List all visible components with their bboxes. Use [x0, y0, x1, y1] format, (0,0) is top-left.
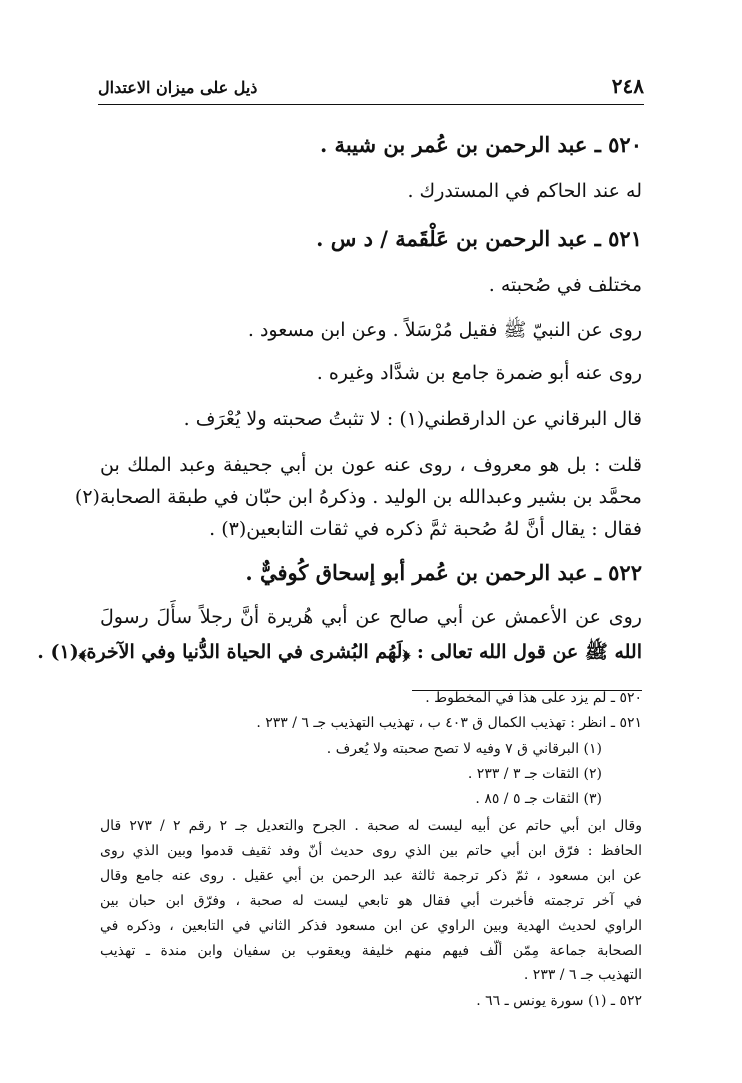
entry-521-text-4: قال البرقاني عن الدارقطني(١) : لا تثبتُ صحبته ولا يُعْرَف .	[183, 408, 642, 430]
entry-520-text: له عند الحاكم في المستدرك .	[407, 180, 642, 202]
entry-521-text-1: مختلف في صُحبته .	[488, 274, 642, 296]
footnote-para-line-4: في آخر ترجمته فأخبرت أبي فقال هو تابعي ليست له صحبة ، وفرّق ابن حبان بين	[100, 893, 642, 909]
footnote-para-line-5: الراوي لحديث الهدية وبين الراوي عن ابن مسعود فذكر الثاني في التابعين ، وذكره في	[100, 918, 642, 934]
entry-522-text-2: الله ﷺ عن قول الله تعالى : ﴿لَهُم البُشرى في الحياة الدُّنيا وفي الآخرة﴾(١) .	[37, 641, 642, 663]
footnote-para-line-1: وقال ابن أبي حاتم عن أبيه ليست له صحبة . الجرح والتعديل جـ ٢ رقم ٢ / ٢٧٣ قال	[100, 818, 642, 834]
footnote-521-3: (٣) الثقات جـ ٥ / ٨٥ .	[475, 791, 602, 807]
entry-521-text-3: روى عنه أبو ضمرة جامع بن شدَّاد وغيره .	[316, 362, 642, 384]
footnote-para-line-6: الصحابة جماعة مِمّن ألّف فيهم منهم خليفة ويعقوب بن سفيان وابن مندة ـ تهذيب	[100, 943, 642, 959]
entry-522-text-1: روى عن الأعمش عن أبي صالح عن أبي هُريرة أنَّ رجلاً سأَلَ رسولَ	[100, 606, 642, 628]
entry-521-note-line-1: قلت : بل هو معروف ، روى عنه عون بن أبي جحيفة وعبد الملك بن	[100, 454, 642, 476]
footnote-520: ٥٢٠ ـ لم يزد على هذا في المخطوط .	[425, 690, 642, 706]
footnote-522: ٥٢٢ ـ (١) سورة يونس ـ ٦٦ .	[476, 993, 642, 1009]
entry-520-heading: ٥٢٠ ـ عبد الرحمن بن عُمر بن شيبة .	[319, 132, 642, 157]
page-header	[98, 68, 644, 105]
entry-521-note-line-3: فقال : يقال أنَّ لهُ صُحبة ثمَّ ذكره في ثقات التابعين(٣) .	[209, 518, 642, 540]
footnote-para-line-2: الحافظ : فرّق ابن أبي حاتم بين الذي روى حديث أنّ وفد ثقيف قدموا وبين الذي روى	[100, 843, 642, 859]
entry-522-heading: ٥٢٢ ـ عبد الرحمن بن عُمر أبو إسحاق كُوفيٌّ .	[245, 560, 642, 585]
footnote-521-2: (٢) الثقات جـ ٣ / ٢٣٣ .	[467, 766, 602, 782]
footnote-521-1: (١) البرقاني ق ٧ وفيه لا تصح صحبته ولا يُعرف .	[326, 741, 602, 757]
footnote-para-line-7: التهذيب جـ ٦ / ٢٣٣ .	[523, 967, 642, 983]
running-title: ذيل على ميزان الاعتدال	[98, 78, 258, 97]
footnote-521: ٥٢١ ـ انظر : تهذيب الكمال ق ٤٠٣ ب ، تهذيب التهذيب جـ ٦ / ٢٣٣ .	[256, 715, 642, 731]
entry-521-text-2: روى عن النبيّ ﷺ فقيل مُرْسَلاً . وعن ابن مسعود .	[247, 319, 642, 341]
footnote-para-line-3: عن ابن مسعود ، ثمّ ذكر ترجمة ثالثة عبد الرحمن بن أبي عقيل . روى عنه جامع وقال	[100, 868, 642, 884]
page-number: ٢٤٨	[611, 74, 644, 98]
entry-521-note-line-2: محمَّد بن بشير وعبدالله بن الوليد . وذكرهُ ابن حبّان في طبقة الصحابة(٢)	[74, 486, 642, 508]
entry-521-heading: ٥٢١ ـ عبد الرحمن بن عَلْقَمة / د س .	[316, 226, 642, 251]
